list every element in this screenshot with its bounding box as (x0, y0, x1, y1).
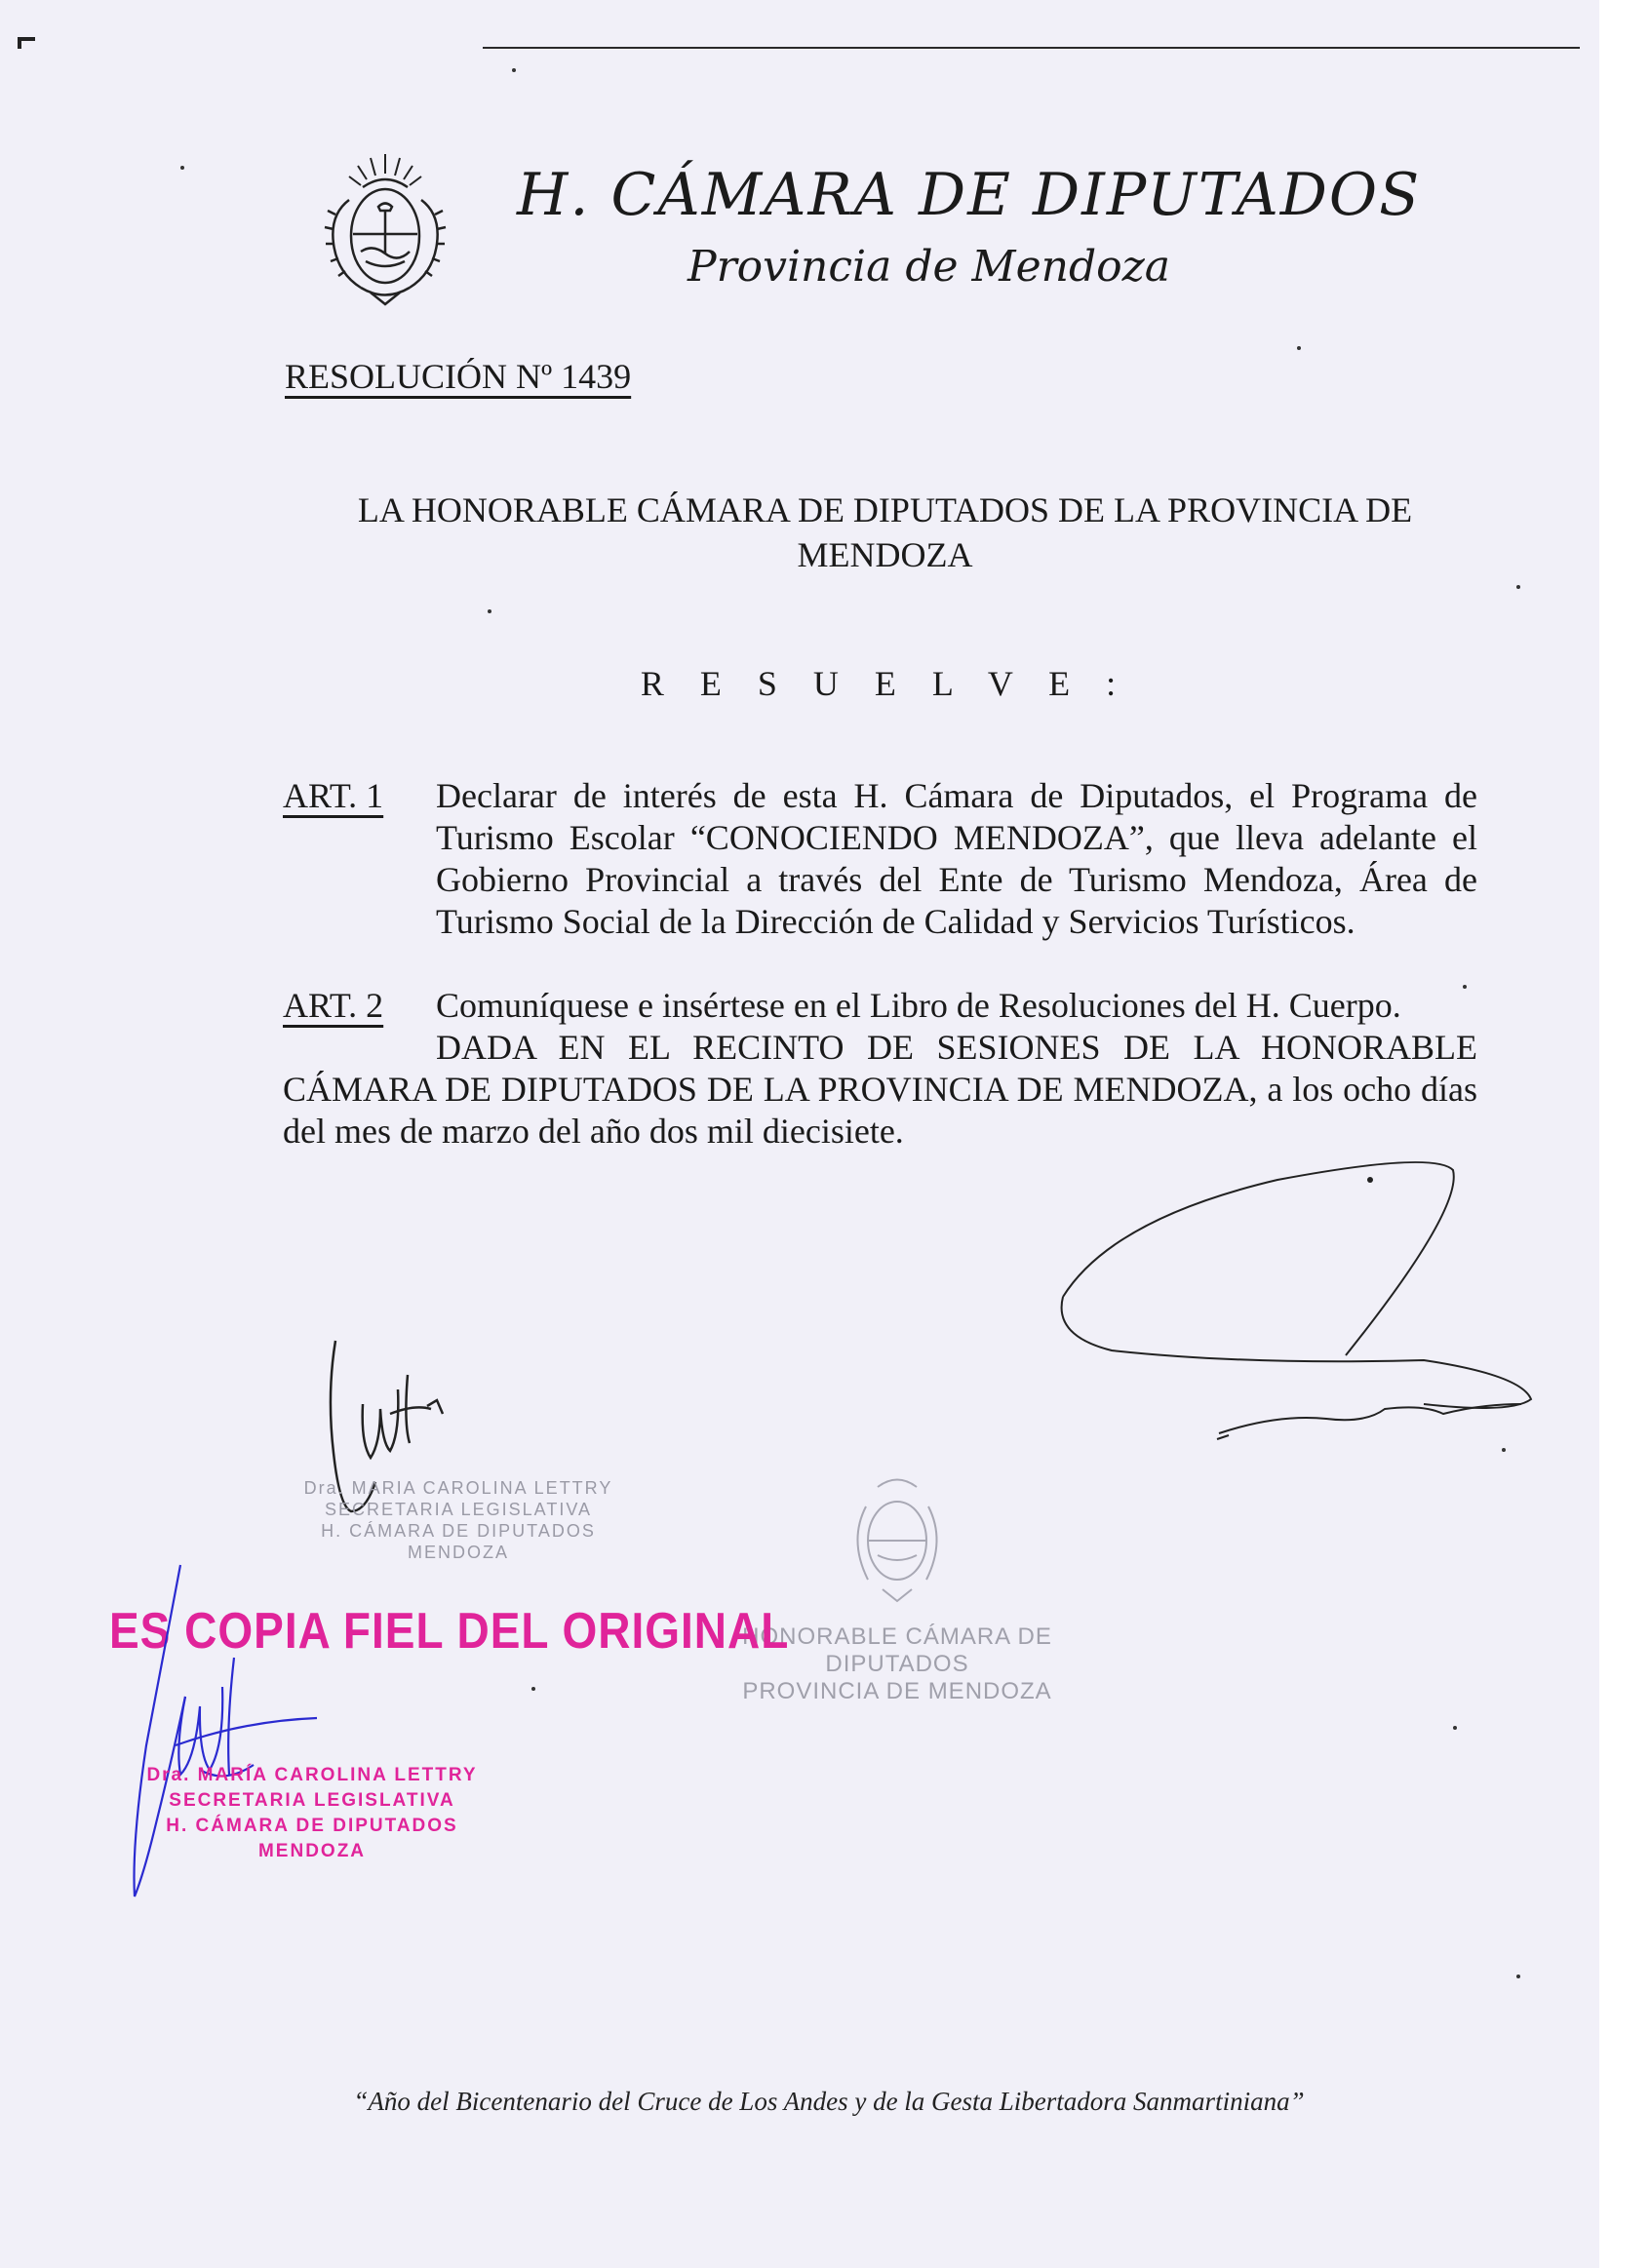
scan-speck (1453, 1726, 1457, 1730)
scan-speck (531, 1687, 535, 1691)
certifier-stamp (146, 1763, 478, 1864)
scan-edge (1599, 0, 1650, 2268)
article-2-label: ART. 2 (283, 986, 384, 1025)
closing-paragraph: DADA EN EL RECINTO DE SESIONES DE LA HONORABLE CÁMARA DE DIPUTADOS DE LA PROVINCIA DE MENDOZA, a los ocho días del mes de marzo del año dos mil diecisiete. (283, 1028, 1477, 1151)
chamber-title: H. CÁMARA DE DIPUTADOS (517, 161, 1422, 229)
article-1-label: ART. 1 (283, 776, 384, 815)
scan-speck (180, 166, 184, 170)
top-rule (483, 47, 1580, 49)
chamber-seal-icon (839, 1467, 956, 1614)
scan-speck (1516, 1975, 1520, 1978)
province-subtitle: Provincia de Mendoza (688, 242, 1171, 292)
certifier-stamp-line: Dra. MARÍA CAROLINA LETTRY (146, 1765, 478, 1785)
scan-speck (1502, 1448, 1506, 1452)
secretary-stamp-line: MENDOZA (408, 1543, 509, 1562)
scan-corner-mark (18, 37, 21, 49)
secretary-stamp-line: Dra. MARIA CAROLINA LETTRY (303, 1478, 613, 1498)
scan-speck (512, 68, 516, 72)
president-stamp-faint (1160, 1419, 1482, 1440)
mendoza-crest-icon (312, 146, 458, 317)
certifier-stamp-line: H. CÁMARA DE DIPUTADOS (166, 1816, 458, 1836)
certifier-stamp-line: SECRETARIA LEGISLATIVA (169, 1790, 455, 1811)
seal-line: PROVINCIA DE MENDOZA (742, 1678, 1052, 1704)
document-heading: LA HONORABLE CÁMARA DE DIPUTADOS DE LA PROVINCIA DE MENDOZA (357, 490, 1413, 574)
seal-line: HONORABLE CÁMARA DE DIPUTADOS (742, 1623, 1052, 1677)
secretary-stamp-line: SECRETARIA LEGISLATIVA (324, 1500, 593, 1519)
scan-speck (1297, 346, 1301, 350)
certified-copy-stamp: ES COPIA FIEL DEL ORIGINAL (109, 1602, 790, 1660)
footer-motto: “Año del Bicentenario del Cruce de Los Andes y de la Gesta Libertadora Sanmartiniana” (353, 2087, 1305, 2116)
secretary-stamp-line: H. CÁMARA DE DIPUTADOS (321, 1521, 596, 1541)
certifier-stamp-line: MENDOZA (257, 1841, 367, 1861)
scan-speck (1463, 985, 1467, 989)
scan-speck (1516, 585, 1520, 589)
scan-speck (488, 609, 491, 613)
resolution-number: RESOLUCIÓN Nº 1439 (285, 357, 632, 396)
president-signature (1053, 1141, 1541, 1453)
article-2-text: Comuníquese e insértese en el Libro de Resoluciones del H. Cuerpo. (436, 986, 1401, 1025)
resuelve-heading: R E S U E L V E : (640, 664, 1130, 703)
article-1-text: Declarar de interés de esta H. Cámara de Diputados, el Programa de Turismo Escolar “CONOCIENDO MENDOZA”, que lleva adelante el Gobierno Provincial a través del Ente de Turismo Mendoza, Área de Turismo Social de la Dirección de Calidad y Servicios Turísticos. (436, 776, 1477, 941)
